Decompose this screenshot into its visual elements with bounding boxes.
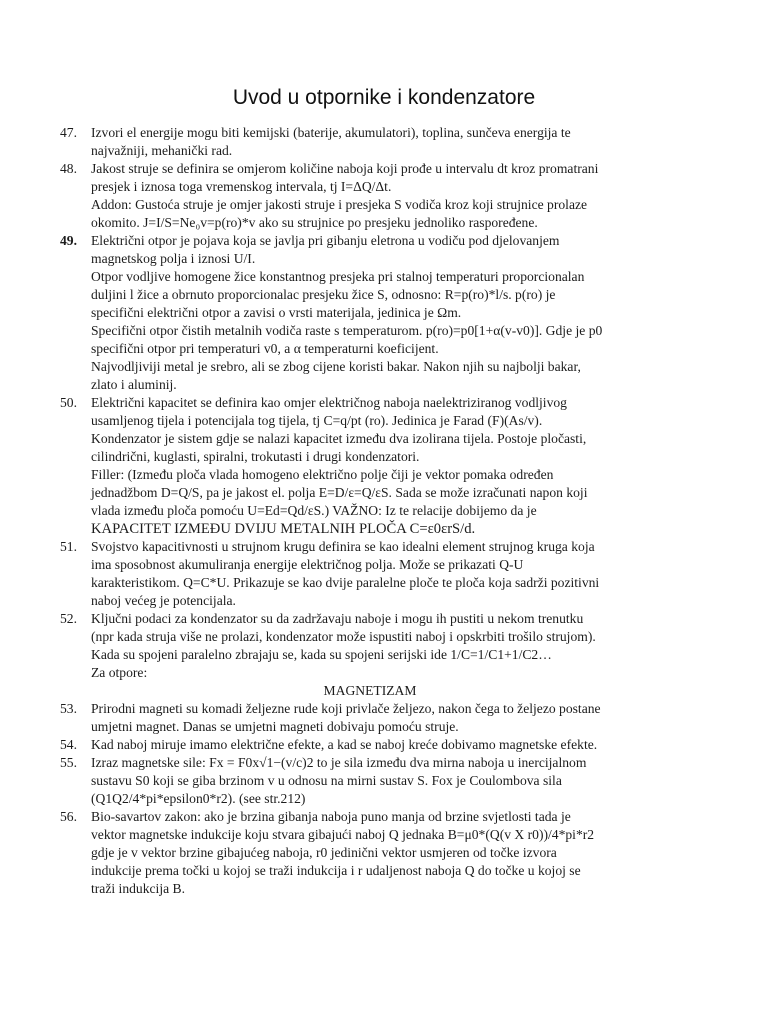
text-line: umjetni magnet. Danas se umjetni magneti dobivaju pomoću struje. [91, 719, 459, 734]
item-number: 54. [60, 737, 77, 752]
text-line: vektor magnetske indukcije koju stvara gibajući naboj Q jednaka B=μ0*(Q(v X r0))/4*pi*r2 [91, 827, 595, 842]
text-line: indukcije prema točki u kojoj se traži indukcija i r udaljenost naboja Q do točke u kojoj se [91, 863, 581, 878]
item-number: 52. [60, 611, 77, 626]
list-item-47 [60, 124, 680, 160]
text-line: jednadžbom D=Q/S, pa je jakost el. polja E=D/ε=Q/εS. Sada se može izračunati napon koji [91, 485, 588, 500]
numbered-list [60, 124, 680, 898]
text-line: Specifični otpor čistih metalnih vodiča raste s temperaturom. p(ro)=p0[1+α(v-v0)]. Gdje je p0 [91, 323, 603, 338]
text-line: magnetskog polja i iznosi U/I. [91, 251, 256, 266]
text-line: Addon: Gustoća struje je omjer jakosti struje i presjeka S vodiča kroz koji strujnice prolaze [91, 197, 588, 212]
text-line: Filler: (Između ploča vlada homogeno električno polje čiji je vektor pomaka određen [91, 467, 554, 482]
text-line: cilindrični, kuglasti, spiralni, trokutasti i drugi kondenzatori. [91, 449, 420, 464]
text-line: KAPACITET IZMEĐU DVIJU METALNIH PLOČA C=ε0εrS/d. [91, 521, 476, 537]
text-line: Ključni podaci za kondenzator su da zadržavaju naboje i mogu ih pustiti u nekom trenutku [91, 611, 584, 626]
text-line: traži indukcija B. [91, 881, 185, 896]
text-line: Kad naboj miruje imamo električne efekte, a kad se naboj kreće dobivamo magnetske efekte. [91, 737, 598, 752]
text-line: Kada su spojeni paralelno zbrajaju se, kada su spojeni serijski ide 1/C=1/C1+1/C2… [91, 647, 552, 662]
item-number: 49. [60, 233, 77, 248]
list-item-48 [60, 160, 680, 232]
text-line: specifični električni otpor a zavisi o vrsti materijala, jedinica je Ωm. [91, 305, 462, 320]
text-line: Električni otpor je pojava koja se javlja pri gibanju eletrona u vodiču pod djelovanjem [91, 233, 560, 248]
page-title: Uvod u otpornike i kondenzatore [232, 86, 536, 109]
list-item-53 [60, 700, 680, 736]
list-item-56 [60, 808, 680, 898]
text-line: okomito. J=I/S=Ne₀v=p(ro)*v ako su strujnice po presjeku jednoliko raspoređene. [91, 215, 538, 230]
text-line: Električni kapacitet se definira kao omjer električnog naboja naelektriziranog vodljivog [91, 395, 567, 410]
text-line: Za otpore: [91, 665, 148, 680]
item-number: 55. [60, 755, 77, 770]
item-number: 47. [60, 125, 77, 140]
text-line: Prirodni magneti su komadi željezne rude koji privlače željezo, nakon čega to željezo postane [91, 701, 601, 716]
list-item-50 [60, 394, 680, 538]
text-line: ima sposobnost akumuliranja energije električnog polja. Može se prikazati Q-U [91, 557, 524, 572]
item-number: 56. [60, 809, 77, 824]
text-line: presjek i iznosa toga vremenskog intervala, tj I=ΔQ/Δt. [91, 179, 392, 194]
list-item-49 [60, 232, 680, 394]
text-line: (Q1Q2/4*pi*epsilon0*r2). (see str.212) [91, 791, 306, 806]
text-line: Svojstvo kapacitivnosti u strujnom krugu definira se kao idealni element strujnog kruga koja [91, 539, 595, 554]
text-line: duljini l žice a obrnuto proporcionalac presjeku žice S, odnosno: R=p(ro)*l/s. p(ro) je [91, 287, 556, 302]
list-item-54 [60, 736, 680, 754]
text-line: zlato i aluminij. [91, 377, 177, 392]
text-line: gdje je v vektor brzine gibajućeg naboja, r0 jedinični vektor usmjeren od točke izvora [91, 845, 557, 860]
text-line: karakteristikom. Q=C*U. Prikazuje se kao dvije paralelne ploče te ploča koja sadrži pozitivni [91, 575, 600, 590]
text-line: Najvodljiviji metal je srebro, ali se zbog cijene koristi bakar. Nakon njih su najbolji bakar, [91, 359, 581, 374]
text-line: naboj većeg je potencijala. [91, 593, 236, 608]
text-line: Izvori el energije mogu biti kemijski (baterije, akumulatori), toplina, sunčeva energija te [91, 125, 571, 140]
section-heading: MAGNETIZAM [323, 683, 417, 698]
text-line: sustavu S0 koji se giba brzinom v u odnosu na mirni sustav S. Fox je Coulombova sila [91, 773, 562, 788]
item-number: 50. [60, 395, 77, 410]
text-line: usamljenog tijela i potencijala tog tijela, tj C=q/pt (ro). Jedinica je Farad (F)(As/v). [91, 413, 543, 428]
list-item-51 [60, 538, 680, 610]
text-line: (npr kada struja više ne prolazi, kondenzator može ispustiti naboj i opskrbiti trošilo strujom). [91, 629, 596, 644]
item-number: 51. [60, 539, 77, 554]
list-item-52 [60, 610, 680, 682]
text-line: specifični otpor pri temperaturi v0, a α temperaturni koeficijent. [91, 341, 439, 356]
text-line: najvažniji, mehanički rad. [91, 143, 233, 158]
text-line: vlada između ploča pomoću U=Ed=Qd/εS.) VAŽNO: Iz te relacije dobijemo da je [91, 503, 537, 518]
item-number: 48. [60, 161, 77, 176]
text-line: Kondenzator je sistem gdje se nalazi kapacitet između dva izolirana tijela. Postoje pločasti, [91, 431, 587, 446]
text-line: Bio-savartov zakon: ako je brzina gibanja naboja puno manja od brzine svjetlosti tada je [91, 809, 571, 824]
text-line: Izraz magnetske sile: Fx = F0x√1−(v/c)2 to je sila između dva mirna naboja u inercijalnom [91, 755, 587, 770]
list-item-55 [60, 754, 680, 808]
text-line: Otpor vodljive homogene žice konstantnog presjeka pri stalnoj temperaturi proporcionalan [91, 269, 585, 284]
text-line: Jakost struje se definira se omjerom količine naboja koji prođe u intervalu dt kroz promatrani [91, 161, 599, 176]
item-number: 53. [60, 701, 77, 716]
